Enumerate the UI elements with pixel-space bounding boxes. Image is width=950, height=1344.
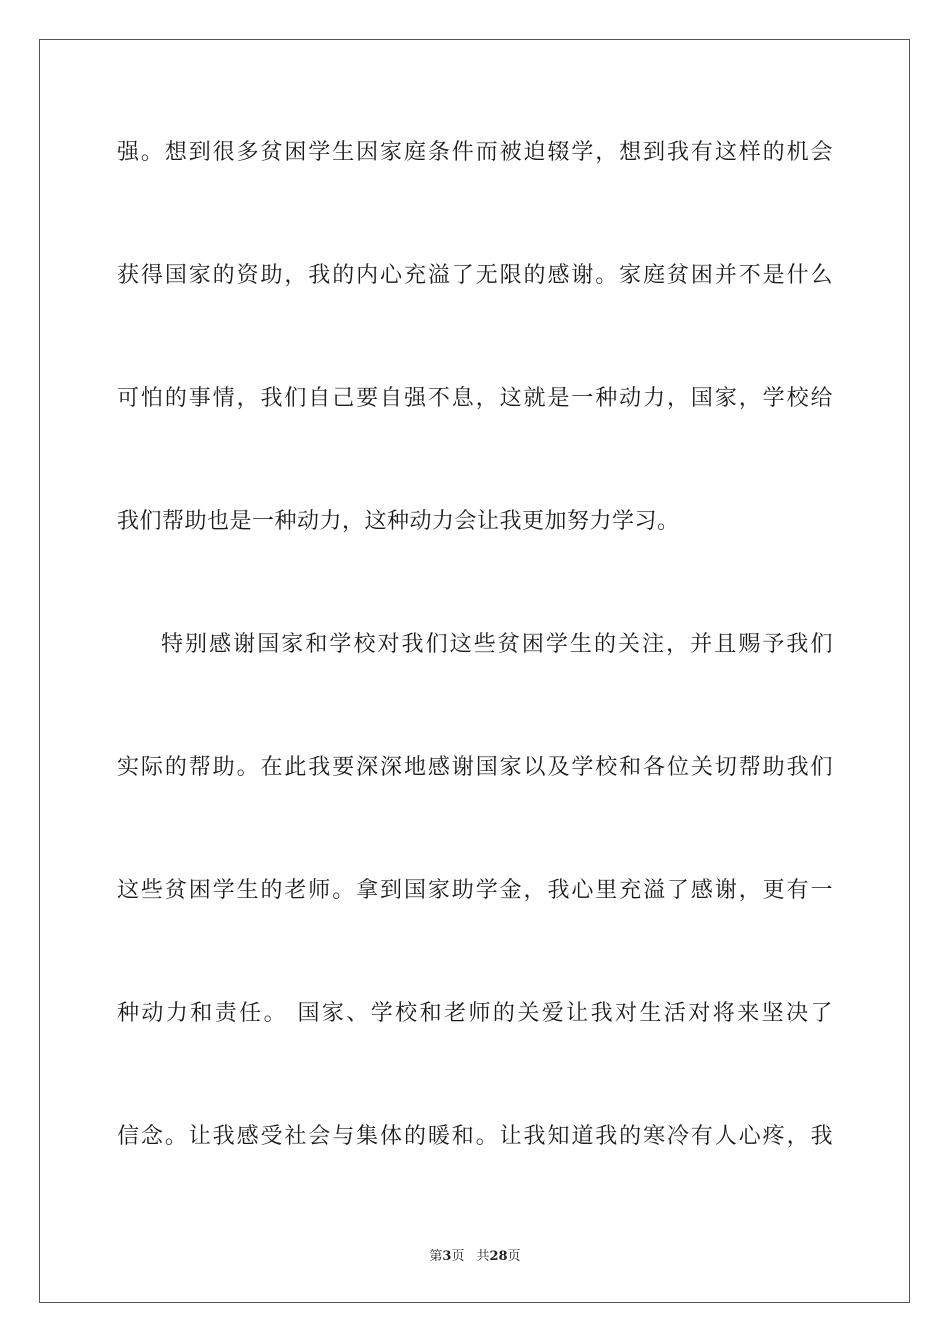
page-border [39,39,910,1303]
paragraph-line: 我们帮助也是一种动力，这种动力会让我更加努力学习。 [117,509,680,534]
page-prefix: 第 [429,1249,443,1264]
paragraph-line: 强。想到很多贫困学生因家庭条件而被迫辍学，想到我有这样的机会 [117,140,833,165]
paragraph-line: 可怕的事情，我们自己要自强不息，这就是一种动力，国家，学校给 [117,386,833,411]
page-suffix: 页 [451,1249,465,1264]
total-pages: 28 [489,1249,508,1264]
page-footer [0,1248,950,1266]
paragraph-line: 这些贫困学生的老师。拿到国家助学金，我心里充溢了感谢，更有一 [117,878,833,903]
paragraph-line: 特别感谢国家和学校对我们这些贫困学生的关注，并且赐予我们 [161,632,833,657]
paragraph-line: 信念。让我感受社会与集体的暖和。让我知道我的寒冷有人心疼，我 [117,1124,833,1149]
total-suffix: 页 [507,1249,521,1264]
paragraph-line: 获得国家的资助，我的内心充溢了无限的感谢。家庭贫困并不是什么 [117,263,833,288]
page-number: 3 [442,1249,452,1264]
paragraph-line: 种动力和责任。 国家、学校和老师的关爱让我对生活对将来坚决了 [117,1001,833,1026]
total-prefix: 共 [476,1249,490,1264]
paragraph-line: 实际的帮助。在此我要深深地感谢国家以及学校和各位关切帮助我们 [117,755,833,780]
